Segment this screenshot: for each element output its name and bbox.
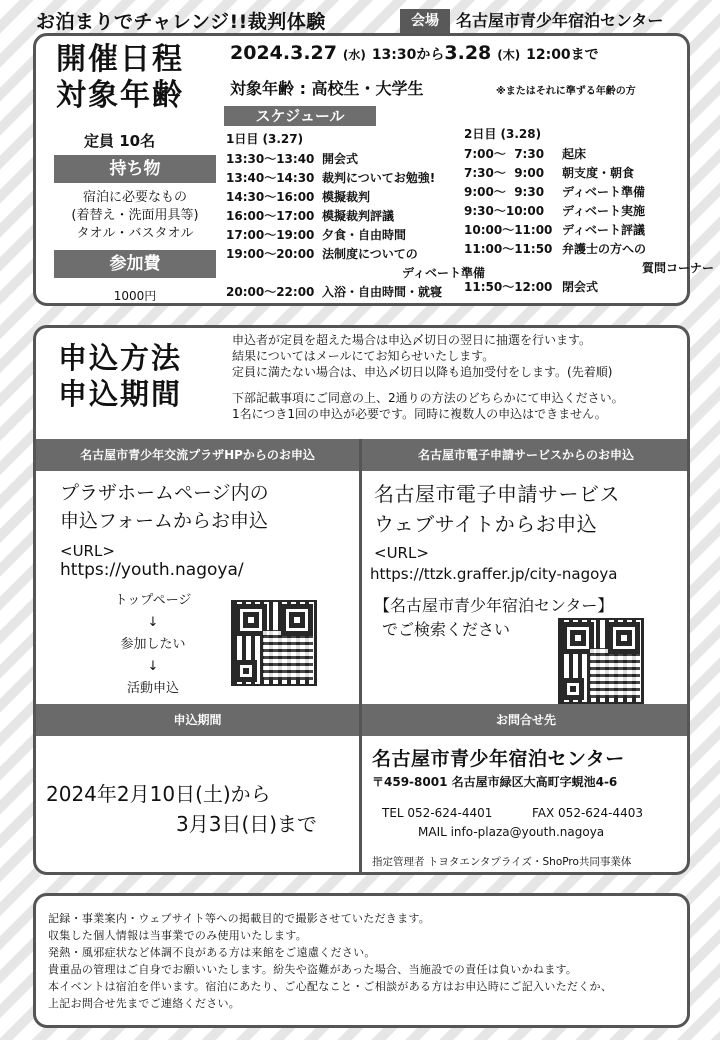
schedule-row <box>226 283 485 302</box>
qr-code-right[interactable] <box>558 618 644 704</box>
heading-period: 申込期間 <box>58 377 183 411</box>
schedule-event: 起床 <box>562 147 587 161</box>
band-period: 申込期間 <box>36 704 359 736</box>
right-line1: 名古屋市電子申請サービス <box>374 482 620 506</box>
schedule-row <box>226 264 485 283</box>
date-start-dow: (水) <box>342 48 366 62</box>
schedule-time: 13:40〜14:30 <box>226 171 315 185</box>
left-line1: プラザホームページ内の <box>60 482 269 504</box>
schedule-time: 9:30〜10:00 <box>464 204 545 218</box>
footer-note: 発熱・風邪症状など体調不良がある方は来館をご遠慮ください。 <box>48 946 376 959</box>
date-end-dow: (木) <box>497 48 521 62</box>
left-url-label: <URL> <box>60 542 115 560</box>
schedule-time: 16:00〜17:00 <box>226 209 315 223</box>
item-line: (着替え・洗面用具等) <box>71 208 199 223</box>
note-line: 定員に満たない場合は、申込〆切日以降も追加受付をします。(先着順) <box>232 365 613 379</box>
footer-note: 上記お問合せ先までご連絡ください。 <box>48 997 241 1010</box>
schedule-event: 質問コーナー <box>642 261 715 275</box>
schedule-time: 10:00〜11:00 <box>464 223 553 237</box>
schedule-event: 夕食・自由時間 <box>322 228 407 242</box>
heading-method: 申込方法 <box>58 341 183 375</box>
items-label: 持ち物 <box>54 155 216 183</box>
step-arrow: ↓ <box>147 659 159 674</box>
schedule-time: 14:30〜16:00 <box>226 190 315 204</box>
schedule-event: 開会式 <box>322 152 359 166</box>
contact-address: 〒459-8001 名古屋市緑区大高町字蜆池4-6 <box>372 775 618 789</box>
band-left: 名古屋市青少年交流プラザHPからのお申込 <box>36 439 359 471</box>
note-line: 申込者が定員を超えた場合は申込〆切日の翌日に抽選を行います。 <box>232 333 592 347</box>
contact-mail[interactable]: MAIL info-plaza@youth.nagoya <box>418 825 605 839</box>
page-title: お泊まりでチャレンジ!!裁判体験 <box>36 11 326 33</box>
schedule-row <box>226 226 485 245</box>
time-start: 13:30から <box>371 47 445 63</box>
day1-schedule <box>226 150 485 302</box>
schedule-time: 9:00〜 9:30 <box>464 185 545 199</box>
footer-note: 本イベントは宿泊を伴います。宿泊にあたり、ご心配なこと・ご相談がある方はお申込時にご記入いただくか、 <box>48 980 613 993</box>
column-divider <box>359 439 362 875</box>
date-start: 2024.3.27 <box>230 42 337 64</box>
schedule-time: 11:00〜11:50 <box>464 242 553 256</box>
date-end: 3.28 <box>444 42 492 64</box>
schedule-row <box>464 278 714 297</box>
left-instructions <box>60 479 269 535</box>
schedule-event: 模擬裁判 <box>322 190 371 204</box>
schedule-event: 法制度についての <box>322 247 418 261</box>
capacity: 定員 10名 <box>84 132 156 150</box>
schedule-row <box>226 207 485 226</box>
schedule-event: 閉会式 <box>562 280 599 294</box>
day1-label: 1日目 (3.27) <box>226 132 304 146</box>
schedule-time: 17:00〜19:00 <box>226 228 315 242</box>
footer-note: 記録・事業案内・ウェブサイト等への掲載目的で撮影させていただきます。 <box>48 912 431 925</box>
schedule-event: ディベート評議 <box>562 223 646 237</box>
note-line: 結果についてはメールにてお知らせいたします。 <box>232 349 495 363</box>
footer-note: 貴重品の管理はご自身でお願いいたします。紛失や盗難があった場合、当施設での責任は負いかねます。 <box>48 963 578 976</box>
band-contact: お問合せ先 <box>362 704 690 736</box>
schedule-row <box>464 145 714 164</box>
schedule-label: スケジュール <box>224 106 376 126</box>
period-start: 2024年2月10日(土)から <box>46 782 271 806</box>
note-line: 1名につき1回の申込が必要です。同時に複数人の申込はできません。 <box>232 407 607 421</box>
schedule-row <box>226 188 485 207</box>
steps <box>88 590 218 700</box>
right-line2: ウェブサイトからお申込 <box>374 512 598 536</box>
schedule-event: 入浴・自由時間・就寝 <box>322 285 443 299</box>
schedule-row <box>226 245 485 264</box>
time-end: 12:00まで <box>526 47 599 63</box>
fee-label: 参加費 <box>54 250 216 278</box>
day2-schedule <box>464 145 714 297</box>
schedule-event: 朝支度・朝食 <box>562 166 635 180</box>
qr-code-left[interactable] <box>231 600 317 686</box>
age-note: ※またはそれに準ずる年齢の方 <box>496 86 636 97</box>
schedule-event: 弁護士の方への <box>562 242 647 256</box>
venue-name: 名古屋市青少年宿泊センター <box>456 11 664 30</box>
step: トップページ <box>114 593 192 608</box>
schedule-event: ディベート準備 <box>402 266 486 280</box>
schedule-row <box>464 164 714 183</box>
step: 参加したい <box>120 637 186 652</box>
right-url-label: <URL> <box>374 544 429 562</box>
contact-name: 名古屋市青少年宿泊センター <box>372 748 625 770</box>
footer-notes <box>48 910 612 1012</box>
venue-tag: 会場 <box>400 9 450 33</box>
right-url[interactable]: https://ttzk.graffer.jp/city-nagoya <box>370 565 618 583</box>
schedule-time: 7:00〜 7:30 <box>464 147 545 161</box>
schedule-event: ディベート実施 <box>562 204 646 218</box>
schedule-time: 7:30〜 9:00 <box>464 166 545 180</box>
schedule-time: 11:50〜12:00 <box>464 280 553 294</box>
schedule-row <box>464 240 714 259</box>
note-spacer <box>232 380 624 390</box>
schedule-time: 13:30〜13:40 <box>226 152 315 166</box>
schedule-event: ディベート準備 <box>562 185 646 199</box>
right-search-keyword: 【名古屋市青少年宿泊センター】 <box>374 596 614 615</box>
fee-value: 1000円 <box>113 289 157 303</box>
right-search-hint: でご検索ください <box>382 620 511 639</box>
manager-credit: 指定管理者 トヨタエンタプライズ・ShoPro共同事業体 <box>372 856 632 868</box>
heading-age: 対象年齢 <box>56 78 184 113</box>
application-panel <box>33 325 690 875</box>
right-instructions <box>374 479 620 539</box>
step-arrow: ↓ <box>147 615 159 630</box>
schedule-time: 20:00〜22:00 <box>226 285 315 299</box>
day2-label: 2日目 (3.28) <box>464 127 542 141</box>
heading-dates: 開催日程 <box>56 42 184 77</box>
left-line2: 申込フォームからお申込 <box>60 510 269 532</box>
schedule-event: 模擬裁判評議 <box>322 209 395 223</box>
overview-panel <box>33 33 715 306</box>
footer-notes-panel <box>33 893 690 1028</box>
contact-tel: TEL 052-624-4401 <box>382 806 493 820</box>
item-line: タオル・バスタオル <box>76 226 194 241</box>
schedule-time: 19:00〜20:00 <box>226 247 315 261</box>
schedule-row <box>464 183 714 202</box>
target-age: 対象年齢 : 高校生・大学生 <box>230 79 424 98</box>
period-end: 3月3日(日)まで <box>176 812 318 836</box>
schedule-row <box>464 259 714 278</box>
footer-note: 収集した個人情報は当事業でのみ使用いたします。 <box>48 929 308 942</box>
step: 活動申込 <box>126 681 179 696</box>
items-list <box>54 189 216 243</box>
item-line: 宿泊に必要なもの <box>82 190 187 205</box>
schedule-row <box>226 150 485 169</box>
schedule-row <box>464 202 714 221</box>
schedule-row <box>226 169 485 188</box>
note-line: 下部記載事項にご同意の上、2通りの方法のどちらかにて申込ください。 <box>232 391 624 405</box>
left-url[interactable]: https://youth.nagoya/ <box>60 560 244 580</box>
contact-fax: FAX 052-624-4403 <box>532 806 644 820</box>
schedule-row <box>464 221 714 240</box>
application-notes <box>232 332 624 422</box>
schedule-event: 裁判についてお勉強! <box>322 171 436 185</box>
event-dates <box>230 42 599 64</box>
band-right: 名古屋市電子申請サービスからのお申込 <box>362 439 690 471</box>
